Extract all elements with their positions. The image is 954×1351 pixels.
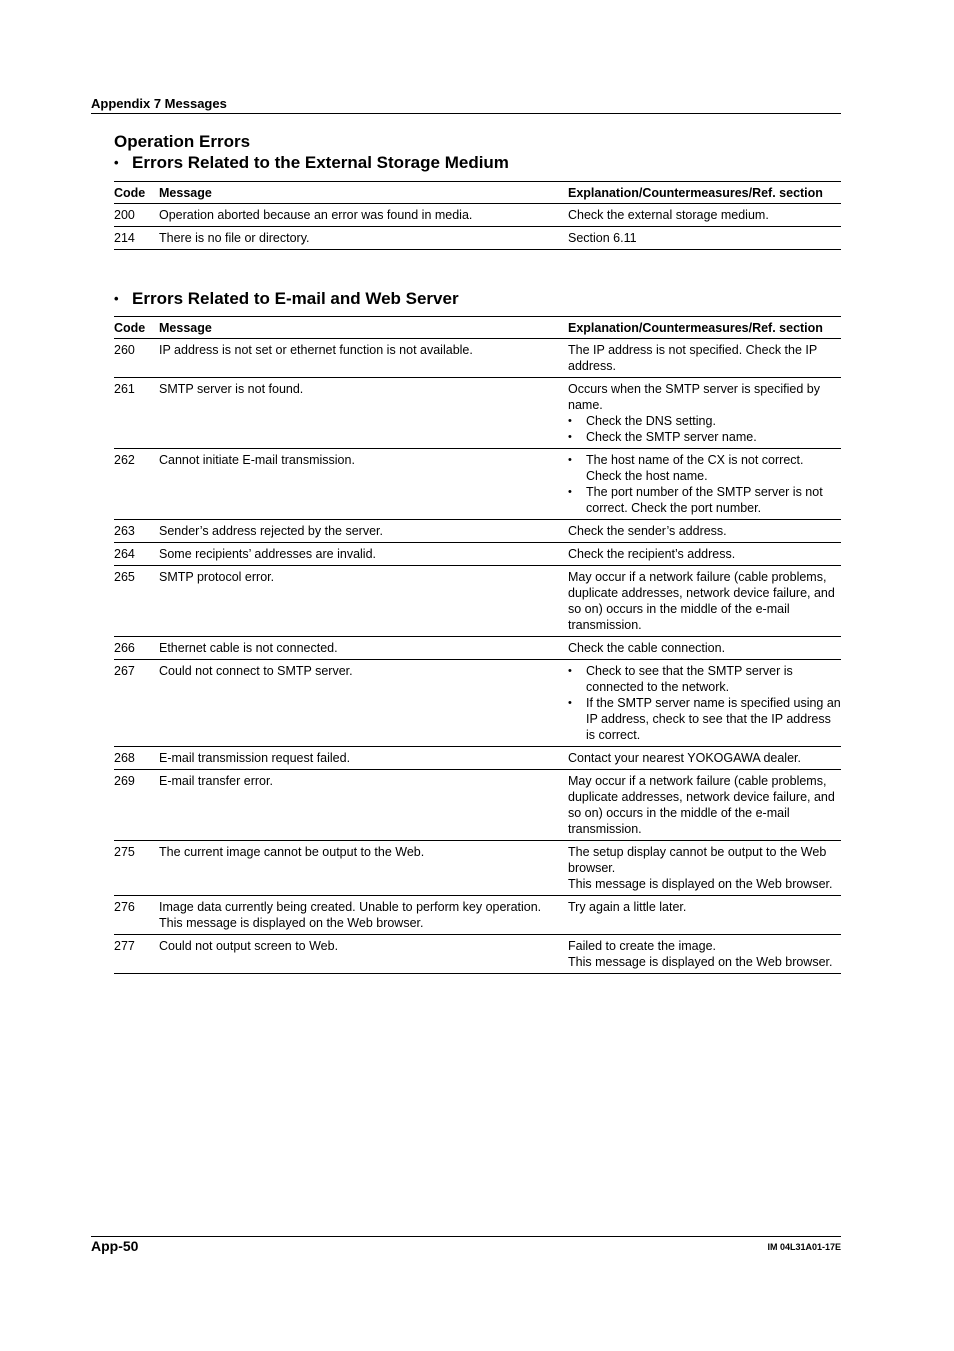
table-row bbox=[114, 935, 841, 974]
error-message bbox=[159, 566, 568, 637]
explanation-text: The setup display cannot be output to the Web browser. bbox=[568, 845, 827, 875]
message-line: Could not output screen to Web. bbox=[159, 939, 339, 953]
bullet-icon: • bbox=[568, 486, 572, 498]
bullet-icon: • bbox=[114, 291, 119, 306]
message-line: This message is displayed on the Web browser. bbox=[159, 916, 424, 930]
header-title: Appendix 7 Messages bbox=[91, 96, 227, 111]
error-message bbox=[159, 204, 568, 227]
error-explanation bbox=[568, 227, 841, 250]
bullet-icon: • bbox=[568, 431, 572, 443]
message-line: SMTP protocol error. bbox=[159, 570, 275, 584]
table-row bbox=[114, 204, 841, 227]
column-header-code: Code bbox=[114, 317, 159, 339]
error-explanation bbox=[568, 660, 841, 747]
error-message bbox=[159, 227, 568, 250]
error-explanation bbox=[568, 935, 841, 974]
table-row bbox=[114, 747, 841, 770]
table-row bbox=[114, 896, 841, 935]
bullet-icon: • bbox=[568, 665, 572, 677]
message-line: The current image cannot be output to the Web. bbox=[159, 845, 425, 859]
page-footer bbox=[91, 1236, 841, 1257]
error-code: 214 bbox=[114, 227, 159, 250]
message-line: Could not connect to SMTP server. bbox=[159, 664, 353, 678]
error-message bbox=[159, 637, 568, 660]
explanation-bullet-item bbox=[568, 429, 841, 445]
storage-subsection-title bbox=[114, 152, 841, 173]
message-line: There is no file or directory. bbox=[159, 231, 310, 245]
error-code: 200 bbox=[114, 204, 159, 227]
bullet-icon: • bbox=[568, 454, 572, 466]
error-code: 263 bbox=[114, 520, 159, 543]
page-number: App-50 bbox=[91, 1238, 139, 1254]
message-line: Ethernet cable is not connected. bbox=[159, 641, 338, 655]
bullet-icon: • bbox=[568, 415, 572, 427]
error-explanation bbox=[568, 520, 841, 543]
table-row bbox=[114, 227, 841, 250]
table-header-row bbox=[114, 182, 841, 204]
explanation-text: Contact your nearest YOKOGAWA dealer. bbox=[568, 751, 801, 765]
error-message bbox=[159, 339, 568, 378]
table-row bbox=[114, 339, 841, 378]
bullet-icon: • bbox=[114, 155, 119, 170]
column-header-message: Message bbox=[159, 317, 568, 339]
explanation-text: Check the sender’s address. bbox=[568, 524, 727, 538]
table-row bbox=[114, 520, 841, 543]
error-explanation bbox=[568, 449, 841, 520]
column-header-code: Code bbox=[114, 182, 159, 204]
email-table-body bbox=[114, 339, 841, 974]
explanation-text: Check the DNS setting. bbox=[586, 414, 716, 428]
explanation-text: The IP address is not specified. Check the IP address. bbox=[568, 343, 817, 373]
error-message bbox=[159, 747, 568, 770]
message-line: SMTP server is not found. bbox=[159, 382, 304, 396]
table-row bbox=[114, 566, 841, 637]
table-row bbox=[114, 637, 841, 660]
error-explanation bbox=[568, 841, 841, 896]
column-header-message: Message bbox=[159, 182, 568, 204]
error-explanation bbox=[568, 543, 841, 566]
storage-table-body bbox=[114, 204, 841, 250]
explanation-bullet-item bbox=[568, 695, 841, 743]
explanation-text: This message is displayed on the Web browser. bbox=[568, 877, 833, 891]
section-title: Operation Errors bbox=[114, 132, 251, 151]
explanation-text: Try again a little later. bbox=[568, 900, 687, 914]
explanation-text: Section 6.11 bbox=[568, 231, 637, 245]
column-header-explanation: Explanation/Countermeasures/Ref. section bbox=[568, 182, 841, 204]
error-message bbox=[159, 520, 568, 543]
message-line: IP address is not set or ethernet function is not available. bbox=[159, 343, 473, 357]
explanation-text: If the SMTP server name is specified using an IP address, check to see that the IP address is correct. bbox=[586, 696, 841, 742]
explanation-text: Check the SMTP server name. bbox=[586, 430, 757, 444]
error-message bbox=[159, 543, 568, 566]
error-message bbox=[159, 770, 568, 841]
message-line: Some recipients’ addresses are invalid. bbox=[159, 547, 377, 561]
column-header-explanation: Explanation/Countermeasures/Ref. section bbox=[568, 317, 841, 339]
error-explanation bbox=[568, 770, 841, 841]
message-line: E-mail transfer error. bbox=[159, 774, 273, 788]
explanation-text: Check the recipient’s address. bbox=[568, 547, 736, 561]
explanation-text: The port number of the SMTP server is not correct. Check the port number. bbox=[586, 485, 823, 515]
error-message bbox=[159, 378, 568, 449]
error-code: 277 bbox=[114, 935, 159, 974]
email-errors-table bbox=[114, 316, 841, 974]
error-code: 276 bbox=[114, 896, 159, 935]
explanation-text: Failed to create the image. bbox=[568, 939, 716, 953]
table-row bbox=[114, 449, 841, 520]
email-subsection-title bbox=[114, 288, 841, 309]
error-message bbox=[159, 660, 568, 747]
storage-errors-table bbox=[114, 181, 841, 250]
error-message bbox=[159, 896, 568, 935]
table-row bbox=[114, 770, 841, 841]
error-message bbox=[159, 449, 568, 520]
explanation-bullet-item bbox=[568, 663, 841, 695]
error-explanation bbox=[568, 204, 841, 227]
table-row bbox=[114, 841, 841, 896]
error-code: 265 bbox=[114, 566, 159, 637]
table-header-row bbox=[114, 317, 841, 339]
explanation-text: Check the external storage medium. bbox=[568, 208, 769, 222]
explanation-text: Check to see that the SMTP server is connected to the network. bbox=[586, 664, 793, 694]
error-explanation bbox=[568, 637, 841, 660]
error-message bbox=[159, 935, 568, 974]
error-code: 266 bbox=[114, 637, 159, 660]
table-row bbox=[114, 378, 841, 449]
explanation-bullet-item bbox=[568, 413, 841, 429]
document-id: IM 04L31A01-17E bbox=[767, 1242, 841, 1252]
error-message bbox=[159, 841, 568, 896]
explanation-text: This message is displayed on the Web browser. bbox=[568, 955, 833, 969]
error-explanation bbox=[568, 566, 841, 637]
message-line: E-mail transmission request failed. bbox=[159, 751, 351, 765]
explanation-text: The host name of the CX is not correct. Check the host name. bbox=[586, 453, 804, 483]
error-explanation bbox=[568, 339, 841, 378]
bullet-icon: • bbox=[568, 697, 572, 709]
message-line: Image data currently being created. Unable to perform key operation. bbox=[159, 900, 542, 914]
explanation-bullet-item bbox=[568, 452, 841, 484]
explanation-text: May occur if a network failure (cable problems, duplicate addresses, network device failure, and so on) occurs in the middle of the e-mail transmission. bbox=[568, 774, 835, 836]
error-code: 269 bbox=[114, 770, 159, 841]
storage-title-text: Errors Related to the External Storage Medium bbox=[132, 153, 509, 172]
error-code: 275 bbox=[114, 841, 159, 896]
explanation-text: Check the cable connection. bbox=[568, 641, 726, 655]
email-title-text: Errors Related to E-mail and Web Server bbox=[132, 289, 459, 308]
main-content bbox=[114, 131, 841, 974]
page-header bbox=[91, 95, 841, 114]
message-line: Operation aborted because an error was found in media. bbox=[159, 208, 473, 222]
message-line: Cannot initiate E-mail transmission. bbox=[159, 453, 355, 467]
table-row bbox=[114, 543, 841, 566]
error-explanation bbox=[568, 896, 841, 935]
error-code: 261 bbox=[114, 378, 159, 449]
error-code: 264 bbox=[114, 543, 159, 566]
error-explanation bbox=[568, 747, 841, 770]
error-code: 267 bbox=[114, 660, 159, 747]
explanation-text: May occur if a network failure (cable problems, duplicate addresses, network device failure, and so on) occurs in the middle of the e-mail transmission. bbox=[568, 570, 835, 632]
error-explanation bbox=[568, 378, 841, 449]
error-code: 268 bbox=[114, 747, 159, 770]
error-code: 262 bbox=[114, 449, 159, 520]
error-code: 260 bbox=[114, 339, 159, 378]
explanation-text: Occurs when the SMTP server is specified by name. bbox=[568, 382, 820, 412]
table-row bbox=[114, 660, 841, 747]
explanation-bullet-item bbox=[568, 484, 841, 516]
message-line: Sender’s address rejected by the server. bbox=[159, 524, 383, 538]
